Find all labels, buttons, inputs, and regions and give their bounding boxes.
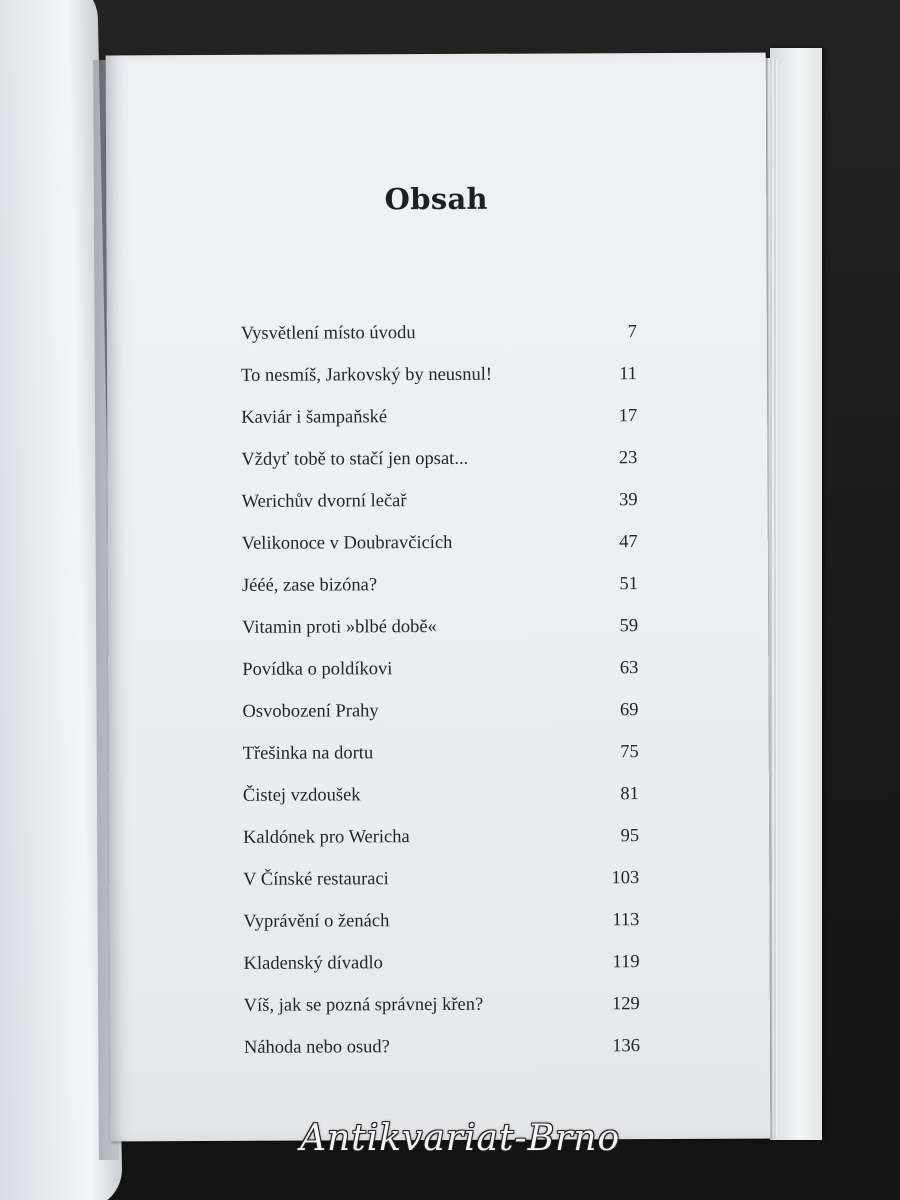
toc-entry bbox=[241, 395, 637, 439]
toc-entry-page-number: 39 bbox=[619, 490, 638, 511]
toc-entry-page-number: 95 bbox=[620, 826, 640, 847]
toc-entry bbox=[241, 437, 637, 481]
toc-entry-title: Třešinka na dortu bbox=[242, 743, 374, 764]
page-title: Obsah bbox=[384, 181, 488, 217]
toc-entry-page-number: 51 bbox=[619, 574, 638, 595]
toc-entry-title: Náhoda nebo osud? bbox=[243, 1037, 390, 1058]
toc-entry-title: Vitamin proti »blbé době« bbox=[242, 617, 437, 638]
toc-entry-page-number: 23 bbox=[618, 448, 638, 469]
toc-entry-page-number: 113 bbox=[612, 910, 640, 931]
toc-entry-page-number: 47 bbox=[619, 532, 638, 553]
toc-entry bbox=[241, 353, 637, 397]
toc-entry bbox=[242, 689, 638, 733]
toc-entry-title: Velikonoce v Doubravčicích bbox=[241, 532, 453, 554]
toc-entry bbox=[243, 815, 639, 859]
toc-entry-page-number: 7 bbox=[627, 322, 637, 343]
toc-entry-title: To nesmíš, Jarkovský by neusnul! bbox=[240, 364, 493, 386]
toc-entry bbox=[241, 311, 637, 355]
toc-entry-title: Vysvětlení místo úvodu bbox=[240, 323, 416, 344]
toc-entry-title: Vyprávění o ženách bbox=[243, 911, 390, 932]
toc-entry-page-number: 136 bbox=[612, 1036, 641, 1057]
toc-entry bbox=[243, 857, 639, 901]
toc-entry bbox=[243, 899, 639, 943]
watermark: Antikvariat-Brno bbox=[300, 1118, 621, 1159]
toc-entry-page-number: 59 bbox=[619, 616, 639, 637]
toc-entry-page-number: 81 bbox=[620, 784, 639, 805]
toc-entry-page-number: 103 bbox=[611, 868, 640, 889]
toc-entry bbox=[242, 521, 638, 565]
table-of-contents bbox=[241, 311, 640, 1069]
toc-entry-title: Kaviár i šampaňské bbox=[241, 407, 388, 428]
toc-entry-title: Jééé, zase bizóna? bbox=[241, 575, 378, 596]
toc-entry-title: Povídka o poldíkovi bbox=[242, 659, 393, 680]
toc-entry-page-number: 119 bbox=[612, 952, 640, 973]
toc-entry-page-number: 75 bbox=[620, 742, 639, 763]
toc-entry bbox=[244, 983, 640, 1027]
toc-entry bbox=[242, 563, 638, 607]
toc-entry-title: V Čínské restauraci bbox=[243, 869, 389, 890]
toc-entry-title: Osvobození Prahy bbox=[242, 701, 379, 722]
toc-entry bbox=[243, 731, 639, 775]
toc-entry-title: Vždyť tobě to stačí jen opsat... bbox=[241, 448, 469, 470]
toc-entry bbox=[242, 647, 638, 691]
toc-entry-title: Čistej vzdoušek bbox=[242, 785, 361, 806]
toc-entry bbox=[244, 941, 640, 985]
toc-entry-title: Kaldónek pro Wericha bbox=[243, 827, 410, 848]
toc-entry-page-number: 69 bbox=[619, 700, 639, 721]
toc-entry bbox=[241, 479, 637, 523]
toc-entry-page-number: 11 bbox=[619, 364, 638, 385]
toc-entry-title: Víš, jak se pozná správnej křen? bbox=[243, 994, 484, 1016]
toc-entry-title: Kladenský dívadlo bbox=[243, 953, 383, 974]
toc-entry-page-number: 129 bbox=[611, 994, 640, 1015]
toc-entry-page-number: 17 bbox=[618, 406, 638, 427]
toc-entry-page-number: 63 bbox=[619, 658, 639, 679]
toc-entry bbox=[243, 773, 639, 817]
book-page bbox=[106, 53, 771, 1142]
toc-entry bbox=[244, 1025, 640, 1069]
toc-entry-title: Werichův dvorní lečař bbox=[241, 491, 407, 512]
toc-entry bbox=[242, 605, 638, 649]
